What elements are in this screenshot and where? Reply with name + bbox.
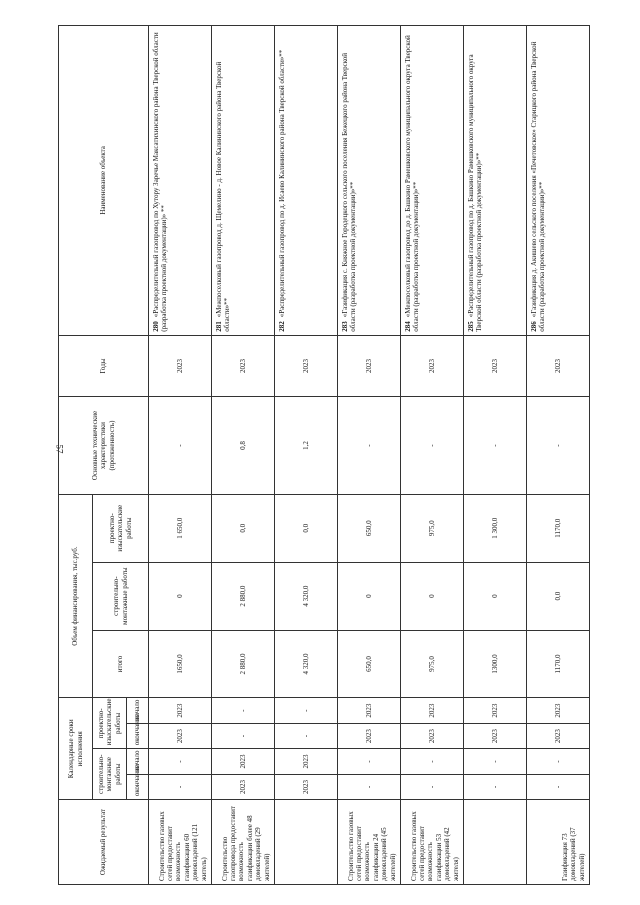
result-cell: Строительство газовых сетей предоставит возможность газификации 24 домовладений (45 жителей) xyxy=(338,800,401,885)
object-name-cell xyxy=(401,26,464,336)
years-cell: 2023 xyxy=(212,335,275,397)
header-fin-construction: строительно-монтажные работы xyxy=(93,562,149,630)
object-name: «Распределительный газопровод по д. Исаево Калининского района Тверской области»** xyxy=(278,49,286,318)
specs-cell: - xyxy=(527,397,590,495)
result-cell: Газификация 73 домовладений (37 жителей) xyxy=(527,800,590,885)
fin-design-cell: 0,0 xyxy=(275,494,338,562)
page-number: 57 xyxy=(54,444,65,454)
result-cell xyxy=(464,800,527,885)
object-name: «Газификация с. Княжное Городецкого сельского поселения Бежецкого района Тверской области (разработка проектной документации)»** xyxy=(341,52,358,332)
table-row xyxy=(464,26,527,885)
design-end-cell: 2023 xyxy=(338,723,401,748)
construction-end-cell: - xyxy=(401,774,464,799)
header-deadlines-design: проектно-изыскательские работы xyxy=(93,698,127,749)
fin-construction-cell: 0 xyxy=(401,562,464,630)
years-cell: 2023 xyxy=(464,335,527,397)
specs-cell: 0,8 xyxy=(212,397,275,495)
header-years: Годы xyxy=(59,335,149,397)
fin-construction-cell: 0 xyxy=(464,562,527,630)
construction-start-cell: - xyxy=(149,749,212,774)
fin-total-cell: 1300,0 xyxy=(464,630,527,698)
design-start-cell: - xyxy=(212,698,275,723)
object-name-cell xyxy=(338,26,401,336)
fin-design-cell: 1170,0 xyxy=(527,494,590,562)
fin-design-cell: 0,0 xyxy=(212,494,275,562)
construction-start-cell: - xyxy=(401,749,464,774)
table-row xyxy=(401,26,464,885)
construction-end-cell: - xyxy=(527,774,590,799)
construction-start-cell: 2023 xyxy=(212,749,275,774)
table-row xyxy=(275,26,338,885)
years-cell: 2023 xyxy=(149,335,212,397)
result-cell: Строительство газовых сетей предоставит возможность газификации 60 домовладений (121 житель) xyxy=(149,800,212,885)
fin-construction-cell: 4 320,0 xyxy=(275,562,338,630)
construction-start-cell: - xyxy=(527,749,590,774)
header-specs: Основные технические характеристики (протяженность) xyxy=(59,397,149,495)
fin-construction-cell: 0,0 xyxy=(527,562,590,630)
table-row xyxy=(527,26,590,885)
fin-total-cell: 1170,0 xyxy=(527,630,590,698)
object-name: «Газификация д. Акишево сельского поселения «Печетовское» Старицкого района Тверской области (разработка проектной документации)»** xyxy=(530,41,547,332)
gas-objects-table xyxy=(58,25,590,885)
row-number: 282 xyxy=(278,321,286,332)
specs-cell: 1,2 xyxy=(275,397,338,495)
header-finance-group: Объем финансирования, тыс.руб. xyxy=(59,494,93,698)
specs-cell: - xyxy=(149,397,212,495)
header-design-start: начало xyxy=(127,698,149,723)
row-number: 280 xyxy=(152,321,160,332)
fin-construction-cell: 0 xyxy=(338,562,401,630)
object-name-cell xyxy=(527,26,590,336)
construction-end-cell: 2023 xyxy=(275,774,338,799)
design-start-cell: 2023 xyxy=(464,698,527,723)
header-design-end: окончание xyxy=(127,723,149,748)
construction-end-cell: - xyxy=(464,774,527,799)
header-result: Ожидаемый результат xyxy=(59,800,149,885)
design-end-cell: 2023 xyxy=(401,723,464,748)
design-end-cell: 2023 xyxy=(149,723,212,748)
row-number: 286 xyxy=(530,321,538,332)
object-name-cell xyxy=(464,26,527,336)
header-constr-start: начало xyxy=(127,749,149,774)
fin-total-cell: 2 880,0 xyxy=(212,630,275,698)
row-number: 285 xyxy=(467,321,475,332)
construction-end-cell: - xyxy=(338,774,401,799)
design-start-cell: 2023 xyxy=(149,698,212,723)
design-end-cell: 2023 xyxy=(464,723,527,748)
specs-cell: - xyxy=(338,397,401,495)
fin-design-cell: 650,0 xyxy=(338,494,401,562)
design-start-cell: 2023 xyxy=(338,698,401,723)
design-start-cell: - xyxy=(275,698,338,723)
object-name: «Распределительный газопровод по Хутору Заречье Максатихинского района Тверской области (разработка проектной документации)» ** xyxy=(152,32,169,332)
header-fin-total: итого xyxy=(93,630,149,698)
object-name: «Распределительный газопровод по д. Башкино Рамешковского муниципального округа Тверской области (разработка проектной документации)»** xyxy=(467,54,484,332)
construction-end-cell: - xyxy=(149,774,212,799)
table-row xyxy=(338,26,401,885)
header-name: Наименование объекта xyxy=(59,26,149,336)
result-cell: Строительство газопровода предоставит возможность газификации более 48 домовладений (29 жителей) xyxy=(212,800,275,885)
design-start-cell: 2023 xyxy=(527,698,590,723)
fin-design-cell: 1 300,0 xyxy=(464,494,527,562)
construction-start-cell: 2023 xyxy=(275,749,338,774)
fin-construction-cell: 0 xyxy=(149,562,212,630)
construction-end-cell: 2023 xyxy=(212,774,275,799)
years-cell: 2023 xyxy=(338,335,401,397)
header-constr-end: окончание xyxy=(127,774,149,799)
table-row xyxy=(149,26,212,885)
construction-start-cell: - xyxy=(338,749,401,774)
construction-start-cell: - xyxy=(464,749,527,774)
design-end-cell: 2023 xyxy=(527,723,590,748)
years-cell: 2023 xyxy=(275,335,338,397)
specs-cell: - xyxy=(464,397,527,495)
years-cell: 2023 xyxy=(527,335,590,397)
row-number: 283 xyxy=(341,321,349,332)
result-cell xyxy=(275,800,338,885)
specs-cell: - xyxy=(401,397,464,495)
object-name: «Межпоселковый газопровод д. Щемелино - д. Новое Калининского района Тверской области»** xyxy=(215,61,232,332)
result-cell: Строительство газовых сетей предоставит возможность газификации 53 домовладений (42 жителя) xyxy=(401,800,464,885)
years-cell: 2023 xyxy=(401,335,464,397)
rotated-page-content xyxy=(58,25,590,885)
fin-total-cell: 1650,0 xyxy=(149,630,212,698)
fin-design-cell: 1 650,0 xyxy=(149,494,212,562)
design-end-cell: - xyxy=(212,723,275,748)
fin-design-cell: 975,0 xyxy=(401,494,464,562)
object-name-cell xyxy=(212,26,275,336)
object-name-cell xyxy=(149,26,212,336)
design-start-cell: 2023 xyxy=(401,698,464,723)
row-number: 281 xyxy=(215,321,223,332)
fin-total-cell: 4 320,0 xyxy=(275,630,338,698)
fin-total-cell: 650,0 xyxy=(338,630,401,698)
header-fin-design: проектно-изыскательские работы xyxy=(93,494,149,562)
row-number: 284 xyxy=(404,321,412,332)
fin-total-cell: 975,0 xyxy=(401,630,464,698)
object-name: «Межпоселковый газопровод до д. Башкино Рамешковского муниципального округа Тверской области (разработка проектной документации)»** xyxy=(404,35,421,332)
object-name-cell xyxy=(275,26,338,336)
table-row xyxy=(212,26,275,885)
header-deadlines-construction: строительно-монтажные работы xyxy=(93,749,127,800)
header-deadlines-group: Календарные сроки исполнения xyxy=(59,698,93,800)
design-end-cell: - xyxy=(275,723,338,748)
fin-construction-cell: 2 880,0 xyxy=(212,562,275,630)
